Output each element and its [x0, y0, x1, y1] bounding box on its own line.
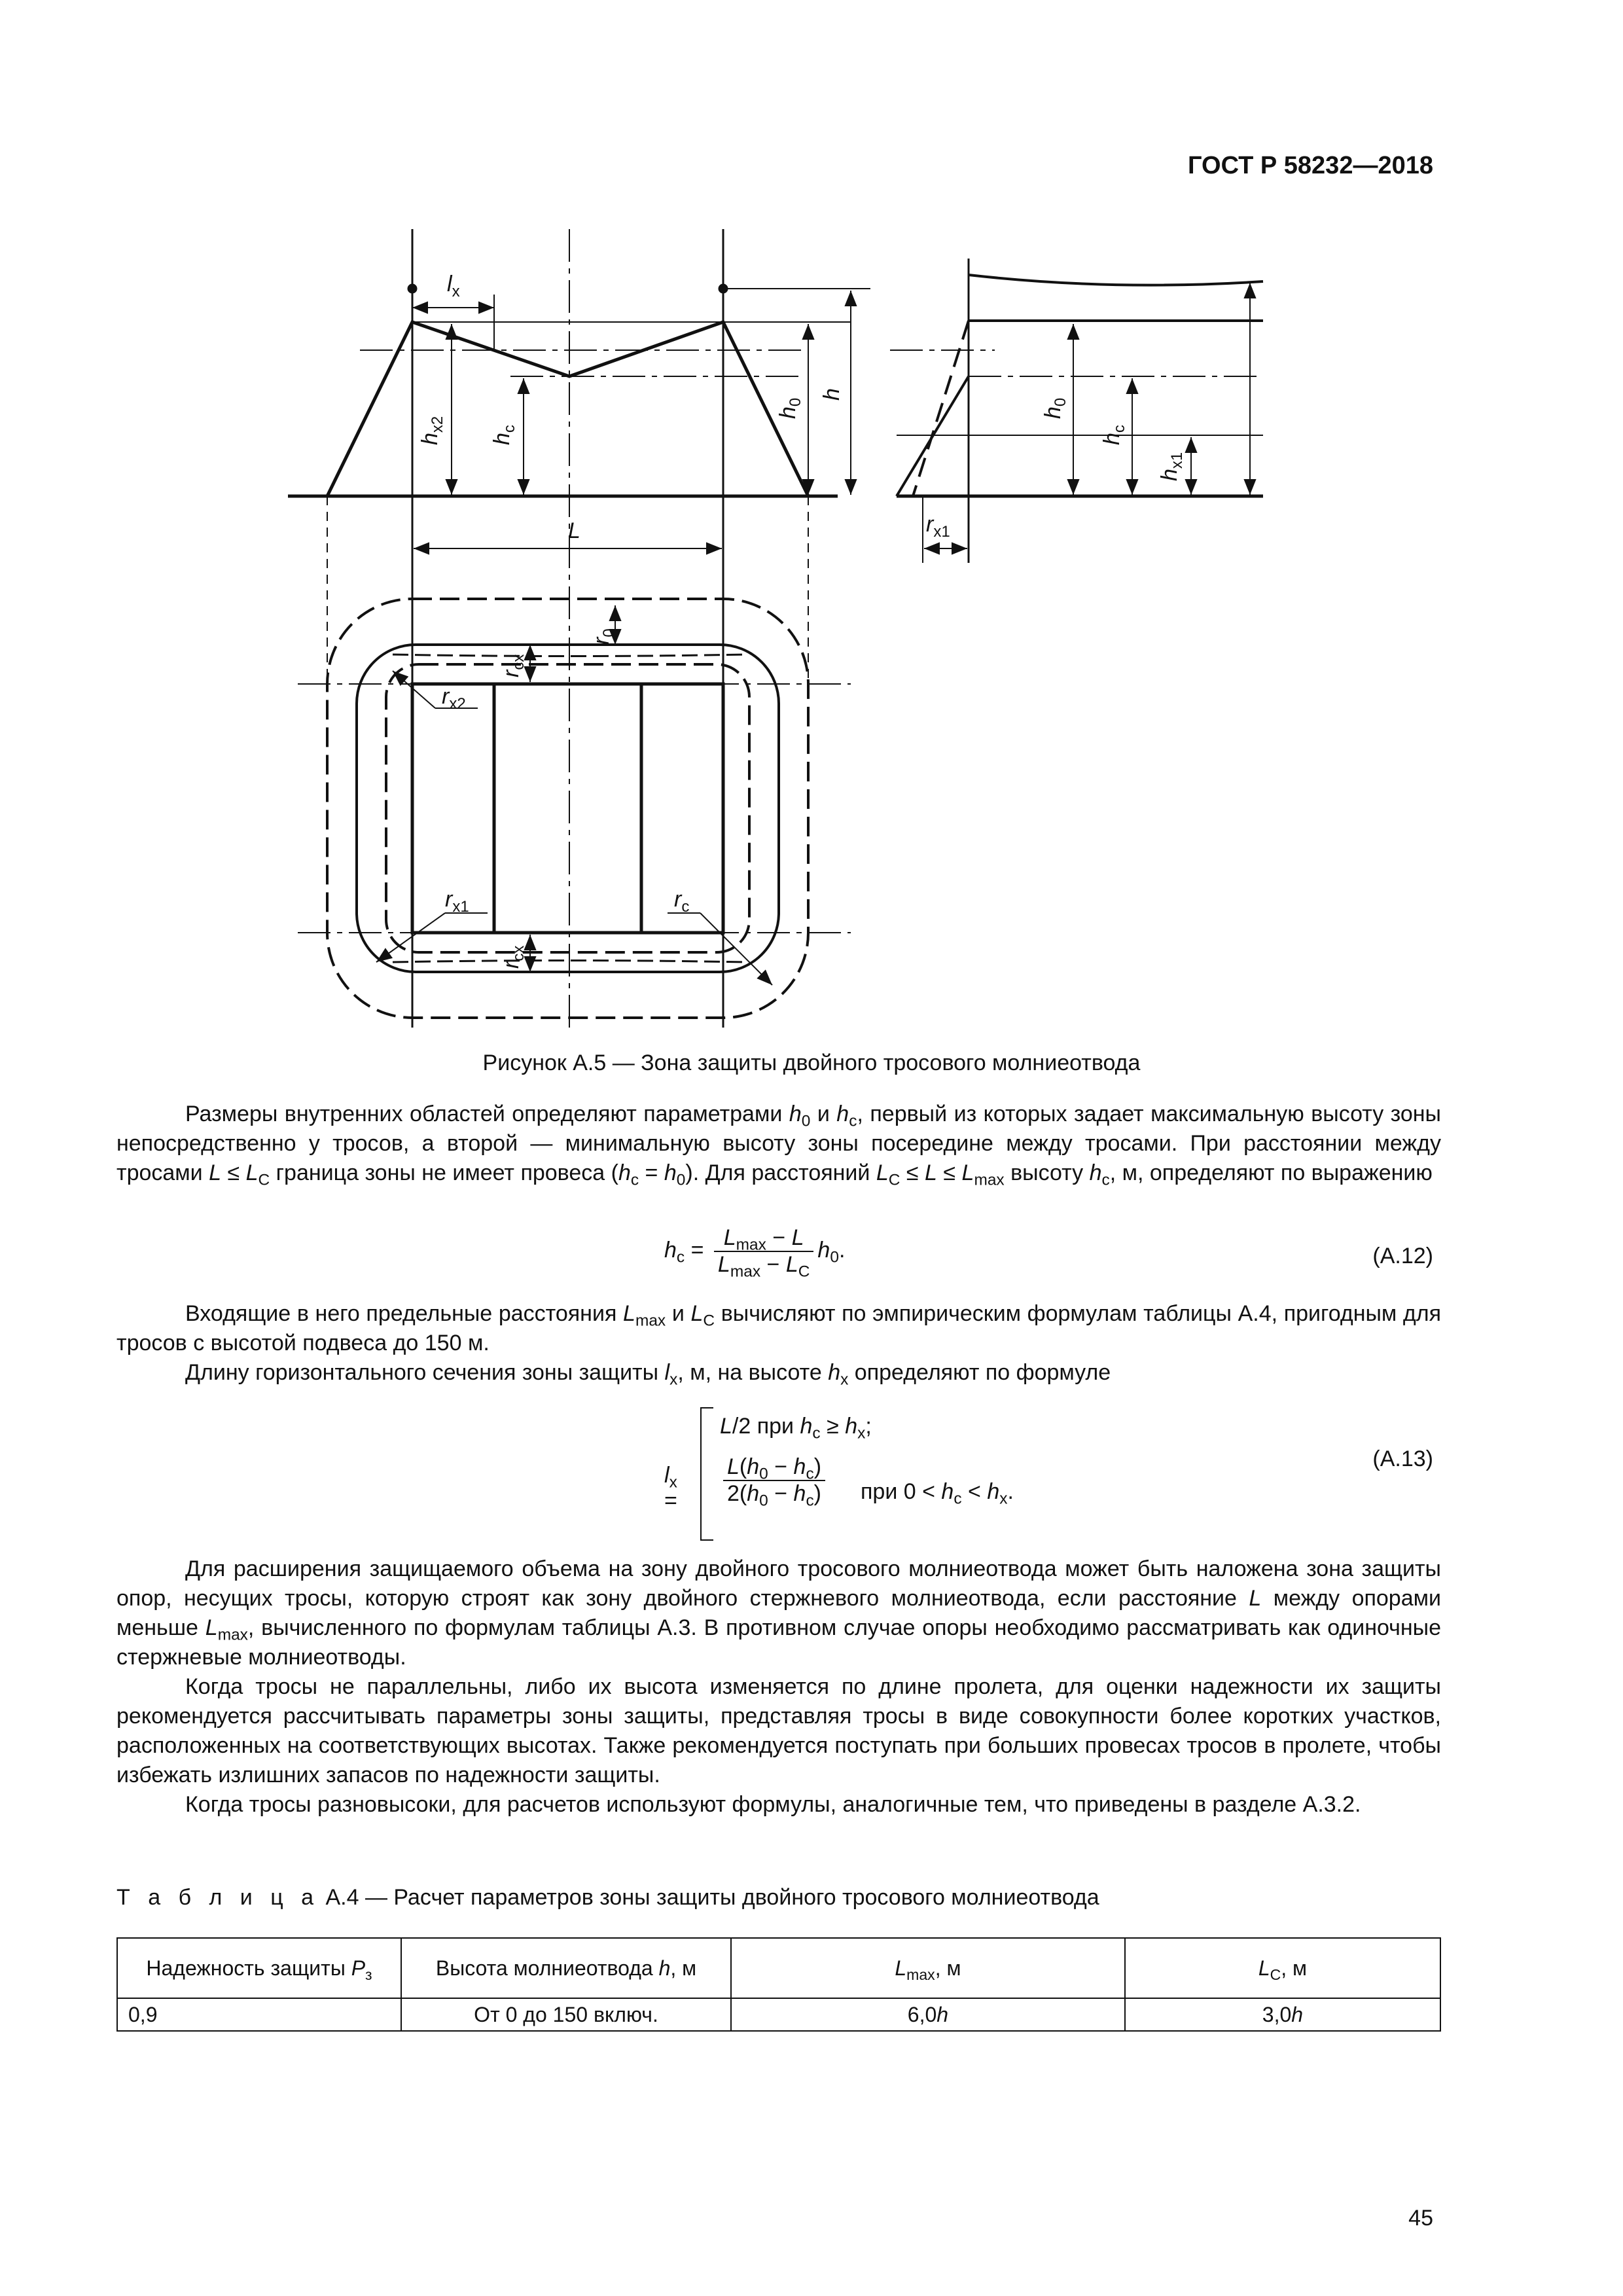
- paragraph-3: Длину горизонтального сечения зоны защиты $l_x$, м, на высоте $h_x$ определяют по формуле: [185, 1360, 1111, 1389]
- paragraph-4: Для расширения защищаемого объема на зону двойного тросового молниеотвода может быть наложена зона защиты опор, несущих тросы, которую строят как зону двойного стержневого молниеотвода, если расстояние L между опорами меньше $L_{max}$, вычисленного по формулам таблицы А.3. В противном случае опоры необходимо рассматривать как одиночные стержневые молниеотводы.: [116, 1556, 1441, 1670]
- label-rc: $r_c$: [674, 887, 690, 916]
- equation-a13-number: (А.13): [1372, 1446, 1433, 1471]
- cell-lmax: 6,0h: [731, 1998, 1125, 2031]
- header-reliability: Надежность защиты $P_з$: [117, 1938, 401, 1998]
- cell-reliability: 0,9: [117, 1998, 401, 2031]
- table-a4: [116, 1937, 1441, 2032]
- label-hx1: $h_{x1}$: [1157, 452, 1186, 481]
- header-height: Высота молниеотвода h, м: [401, 1938, 731, 1998]
- page-number: 45: [1408, 2206, 1433, 2231]
- label-rcx-bottom: $r_{cx}$: [499, 945, 527, 969]
- header-lmax: $L_{max}$, м: [731, 1938, 1125, 1998]
- label-h0: $h_0$: [776, 397, 804, 419]
- equation-a12-number: (А.12): [1372, 1244, 1433, 1268]
- header-lc: $L_C$, м: [1125, 1938, 1440, 1998]
- label-side-h0: $h_0$: [1041, 397, 1069, 419]
- figure-caption: Рисунок А.5 — Зона защиты двойного тросового молниеотвода: [482, 1050, 1141, 1075]
- equation-a12: $h_c$ = $L_{max} - L$ $L_{max} - L_C$ $h_0$.: [664, 1225, 846, 1281]
- label-rx1-side: $r_{x1}$: [926, 512, 950, 541]
- paragraph-6: Когда тросы разновысоки, для расчетов используют формулы, аналогичные тем, что приведены в разделе А.3.2.: [185, 1792, 1361, 1817]
- label-hc: $h_c$: [490, 425, 518, 445]
- label-side-hc: $h_c$: [1099, 425, 1128, 445]
- figure-a5-drawing: [0, 0, 1623, 1047]
- label-rx2: $r_{x2}$: [442, 684, 466, 713]
- paragraph-1: Размеры внутренних областей определяют параметрами $h_0$ и $h_c$, первый из которых задает максимальную высоту зоны непосредственно у тросов, а второй — минимальную высоту зоны посередине между тросами. При расстоянии между тросами $L \le L_C$ граница зоны не имеет провеса $(h_c = h_0)$. Для расстояний $L_C \le L \le L_{max}$ высоту $h_c$, м, определяют по выражению: [116, 1102, 1441, 1189]
- cell-lc: 3,0h: [1125, 1998, 1440, 2031]
- label-L: L: [568, 518, 580, 543]
- label-r0: $r_0$: [589, 628, 618, 645]
- label-hx2: $h_{x2}$: [418, 416, 446, 445]
- table-caption: Т а б л и ц а А.4 — Расчет параметров зоны защиты двойного тросового молниеотвода: [116, 1885, 1099, 1910]
- label-rcx-top: $r_{cx}$: [499, 654, 527, 677]
- label-rx1: $r_{x1}$: [445, 887, 469, 916]
- label-lx: $l_x$: [447, 272, 460, 300]
- label-h: h: [819, 388, 844, 401]
- paragraph-5: Когда тросы не параллельны, либо их высота изменяется по длине пролета, для оценки надежности их защиты рекомендуется рассчитывать параметры зоны защиты, представляя тросы в виде совокупности более коротких участков, расположенных на соответствующих высотах. Также рекомендуется поступать при больших провесах тросов в пролете, чтобы избежать излишних запасов по надежности защиты.: [116, 1674, 1441, 1787]
- table-row: [117, 1998, 1440, 2031]
- table-header-row: [117, 1938, 1440, 1998]
- document-id: ГОСТ Р 58232—2018: [1188, 152, 1433, 179]
- cell-height: От 0 до 150 включ.: [401, 1998, 731, 2031]
- paragraph-2: Входящие в него предельные расстояния $L_{max}$ и $L_C$ вычисляют по эмпирическим формулам таблицы А.4, пригодным для тросов с высотой подвеса до 150 м.: [116, 1301, 1442, 1355]
